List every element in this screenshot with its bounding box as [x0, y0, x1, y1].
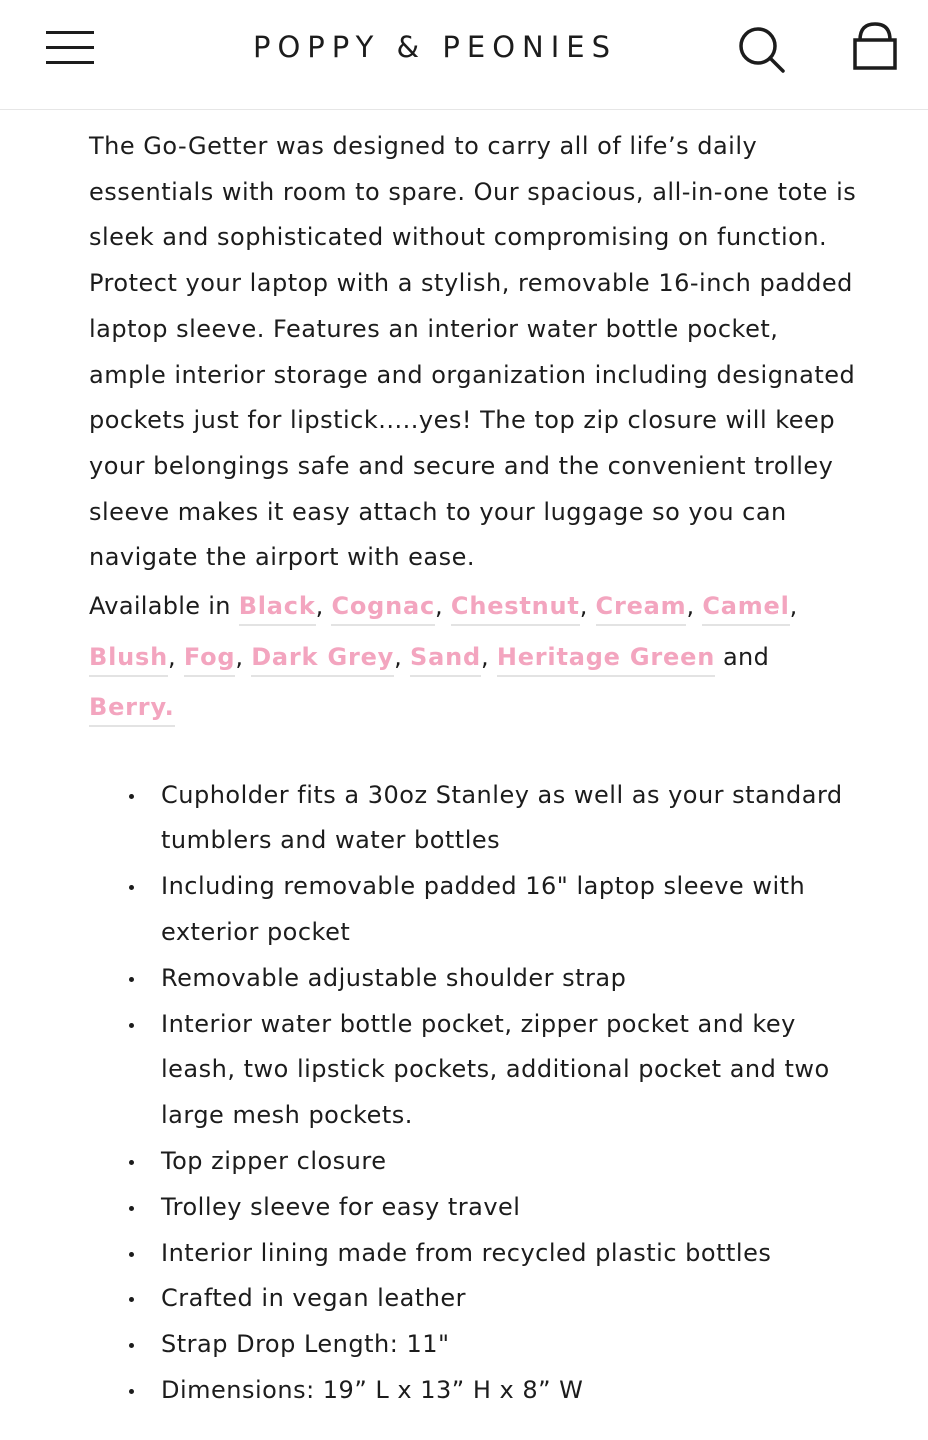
list-item: Trolley sleeve for easy travel: [89, 1185, 857, 1231]
color-availability: Available in Black, Cognac, Chestnut, Cream, Camel, Blush, Fog, Dark Grey, Sand, Heritage Green and Berry.: [89, 581, 857, 733]
color-link-sand[interactable]: Sand: [410, 643, 481, 677]
list-item: Interior water bottle pocket, zipper pocket and key leash, two lipstick pockets, additional pocket and two large mesh pockets.: [89, 1002, 857, 1139]
color-link-berry[interactable]: Berry.: [89, 693, 175, 727]
color-link-chestnut[interactable]: Chestnut: [451, 592, 580, 626]
site-header: [0, 0, 928, 110]
list-item: Including removable padded 16" laptop sleeve with exterior pocket: [89, 864, 857, 956]
color-link-cream[interactable]: Cream: [596, 592, 687, 626]
hamburger-menu-icon[interactable]: [44, 28, 96, 68]
color-link-cognac[interactable]: Cognac: [331, 592, 435, 626]
color-link-dark-grey[interactable]: Dark Grey: [251, 643, 394, 677]
color-link-blush[interactable]: Blush: [89, 643, 168, 677]
color-link-camel[interactable]: Camel: [702, 592, 789, 626]
list-item: Removable adjustable shoulder strap: [89, 956, 857, 1002]
shopping-bag-icon[interactable]: [846, 20, 904, 78]
product-description: The Go-Getter was designed to carry all of life’s daily essentials with room to spare. Our spacious, all-in-one tote is sleek and sophisticated without compromising on function. Protect your laptop with a stylish, removable 16-inch padded laptop sleeve. Features an interior water bottle pocket, ample interior storage and organization including designated pockets just for lipstick.....yes! The top zip closure will keep your belongings safe and secure and the convenient trolley sleeve makes it easy attach to your luggage so you can navigate the airport with ease.: [89, 132, 857, 572]
list-item: Cupholder fits a 30oz Stanley as well as your standard tumblers and water bottles: [89, 773, 857, 865]
list-item: Dimensions: 19” L x 13” H x 8” W: [89, 1368, 857, 1414]
list-item: Interior lining made from recycled plastic bottles: [89, 1231, 857, 1277]
list-item: Crafted in vegan leather: [89, 1276, 857, 1322]
feature-list: [89, 773, 857, 1414]
availability-prefix: Available in: [89, 592, 231, 621]
site-logo[interactable]: POPPY & PEONIES: [252, 30, 618, 64]
color-link-fog[interactable]: Fog: [184, 643, 236, 677]
list-item: Top zipper closure: [89, 1139, 857, 1185]
search-icon[interactable]: [734, 22, 788, 76]
product-description-section: [89, 124, 857, 1414]
color-link-black[interactable]: Black: [239, 592, 316, 626]
list-item: Strap Drop Length: 11": [89, 1322, 857, 1368]
color-link-heritage-green[interactable]: Heritage Green: [497, 643, 715, 677]
availability-conjunction: and: [723, 642, 770, 671]
